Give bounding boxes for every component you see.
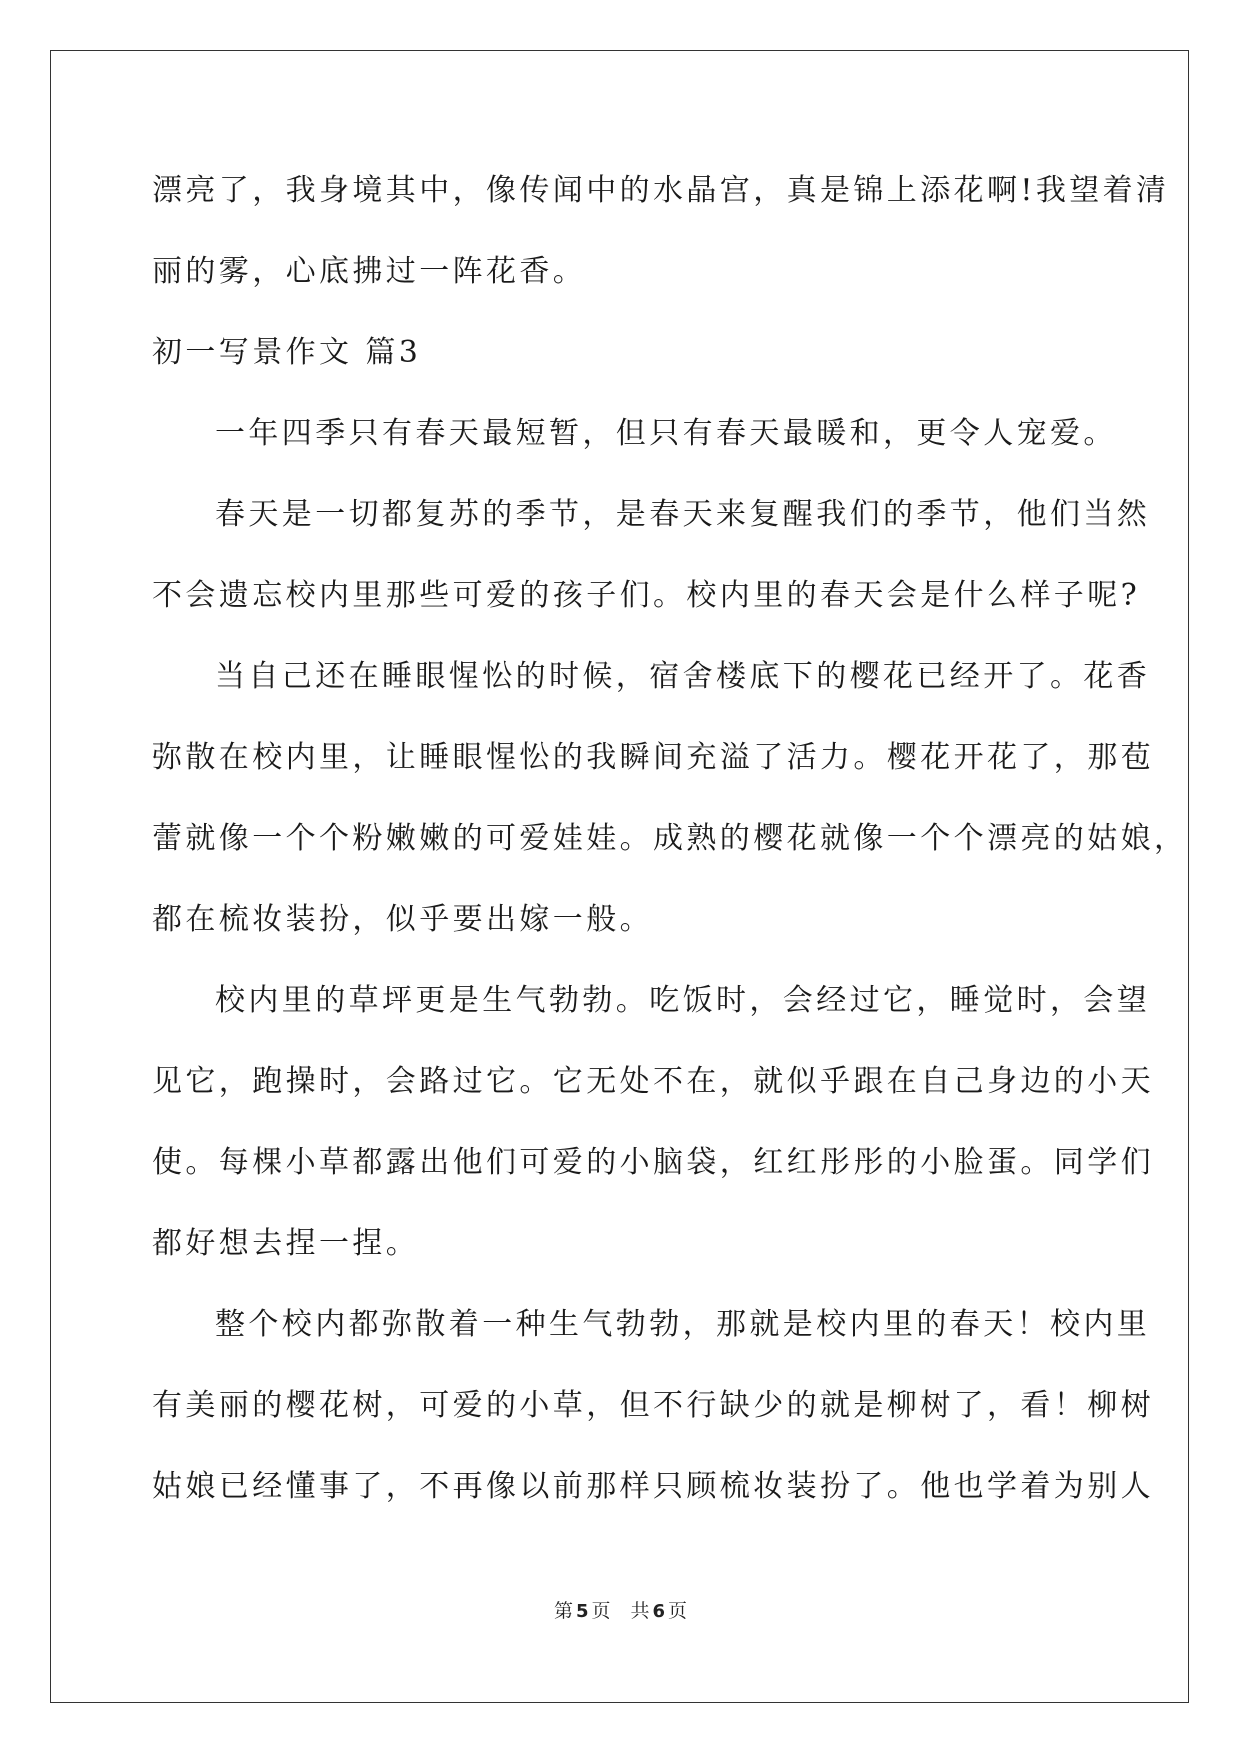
total-prefix: 共 [630,1600,650,1622]
text-line: 使。每棵小草都露出他们可爱的小脑袋，红红彤彤的小脸蛋。同学们 [152,1145,1154,1180]
page-suffix: 页 [591,1600,611,1622]
section-heading: 初一写景作文 篇3 [152,335,422,370]
page-prefix: 第 [553,1600,573,1622]
text-line: 春天是一切都复苏的季节，是春天来复醒我们的季节，他们当然 [215,497,1151,532]
text-line: 漂亮了，我身境其中，像传闻中的水晶宫，真是锦上添花啊!我望着清 [152,173,1170,208]
text-line: 都在梳妆装扮，似乎要出嫁一般。 [152,902,653,937]
text-line: 有美丽的樱花树，可爱的小草，但不行缺少的就是柳树了，看！柳树 [152,1388,1154,1423]
page-current: 5 [575,1601,589,1622]
text-line: 蕾就像一个个粉嫩嫩的可爱娃娃。成熟的樱花就像一个个漂亮的姑娘， [152,821,1188,856]
page-total: 6 [652,1601,666,1622]
total-suffix: 页 [668,1600,688,1622]
text-line: 当自己还在睡眼惺忪的时候，宿舍楼底下的樱花已经开了。花香 [215,659,1151,694]
text-line: 一年四季只有春天最短暂，但只有春天最暖和，更令人宠爱。 [215,416,1117,451]
text-line: 整个校内都弥散着一种生气勃勃，那就是校内里的春天！校内里 [215,1307,1151,1342]
text-line: 姑娘已经懂事了，不再像以前那样只顾梳妆装扮了。他也学着为别人 [152,1469,1154,1504]
text-line: 见它，跑操时，会路过它。它无处不在，就似乎跟在自己身边的小天 [152,1064,1154,1099]
text-line: 弥散在校内里，让睡眼惺忪的我瞬间充溢了活力。樱花开花了，那苞 [152,740,1154,775]
text-line: 丽的雾，心底拂过一阵花香。 [152,254,587,289]
page-footer [0,1596,1241,1623]
text-line: 不会遗忘校内里那些可爱的孩子们。校内里的春天会是什么样子呢? [152,578,1141,613]
text-line: 都好想去捏一捏。 [152,1226,420,1261]
document-body [152,150,1188,1527]
text-line: 校内里的草坪更是生气勃勃。吃饭时，会经过它，睡觉时，会望 [215,983,1151,1018]
